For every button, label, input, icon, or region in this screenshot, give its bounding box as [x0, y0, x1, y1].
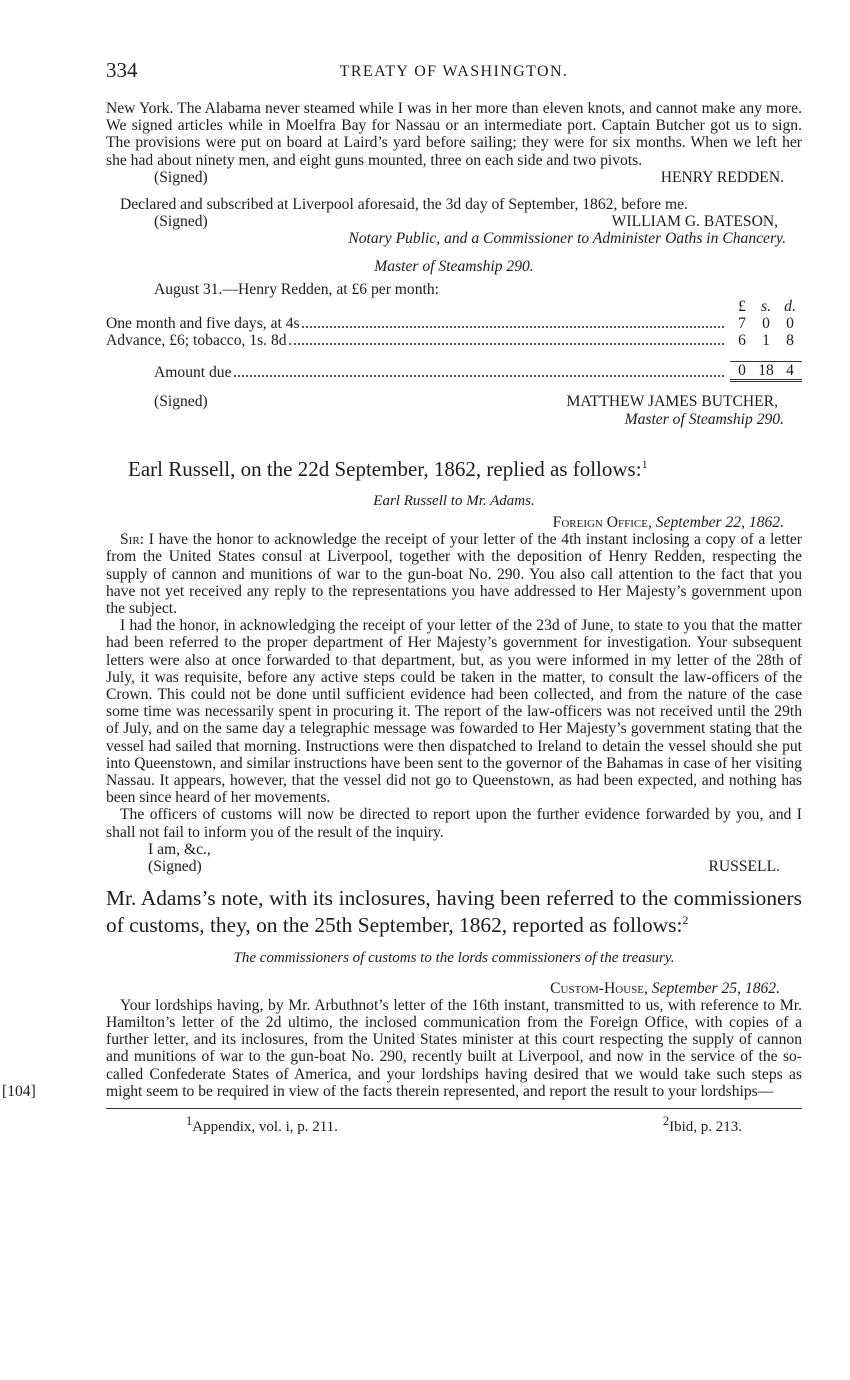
account-table	[106, 298, 802, 385]
redden-deposition-text: New York. The Alabama never steamed while I was in her more than eleven knots, and cannot make any more. We signed articles while in Moelfra Bay for Nassau or an intermediate port. Captain Butcher got us to sign. The provisions were put on board at Laird’s yard before sailing; they were for six months. When we left her she had about ninety men, and eight guns mounted, three on each side and two pivots.	[106, 100, 802, 169]
footnote-1	[186, 1113, 338, 1136]
adams-intro	[106, 887, 802, 936]
signed-label: (Signed)	[154, 393, 208, 411]
pounds-value: 7	[738, 315, 746, 333]
pence-value: 4	[778, 362, 802, 381]
signatory-name: RUSSELL.	[708, 858, 780, 876]
signed-label: (Signed)	[154, 213, 208, 231]
pound-head: £	[738, 298, 746, 316]
total-double-rule	[730, 381, 802, 386]
customs-paragraph: Your lordships having, by Mr. Arbuthnot’s letter of the 16th instant, transmitted to us, with reference to Mr. Hamilton’s letter of the 2d ultimo, the inclosed communication from the Foreign Office, with copies of a further letter, and its inclosures, from the United States minister at this court respecting the supply of cannon and munitions of war to the gun-boat No. 290, recently built at Liverpool, and now in the service of the so-called Confederate States of America, and your lordships having desired that we would take such steps as might seem to be required in view of the facts therein represented, and report the result to your lordships—	[106, 996, 802, 1100]
footnotes	[106, 1113, 802, 1136]
customs-dateline	[106, 980, 802, 997]
account-col-heads	[106, 298, 802, 315]
footnote-text: Appendix, vol. i, p. 211.	[192, 1118, 338, 1135]
declaration-text: Declared and subscribed at Liverpool aforesaid, the 3d day of September, 1862, before me.	[120, 196, 688, 214]
running-title: TREATY OF WASHINGTON.	[339, 63, 569, 80]
notary-title: Notary Public, and a Commissioner to Administer Oaths in Chancery.	[348, 230, 786, 248]
account-heading: August 31.—Henry Redden, at £6 per month:	[154, 280, 439, 298]
dateline-date: September 22, 1862.	[655, 513, 784, 531]
page-body	[2, 100, 802, 1136]
account-row	[106, 315, 802, 332]
pence-value: 0	[786, 315, 794, 333]
customs-subtitle: The commissioners of customs to the lords commissioners of the treasury.	[233, 950, 675, 967]
signed-label: (Signed)	[154, 168, 208, 186]
russell-intro-text: Earl Russell, on the 22d September, 1862, replied as follows:	[128, 456, 642, 481]
dateline-place: Custom-House,	[550, 979, 648, 997]
account-title: Master of Steamship 290.	[374, 257, 534, 275]
footnote-mark: 2	[662, 1113, 670, 1128]
footnote-2	[663, 1113, 742, 1136]
dateline-place: Foreign Office,	[552, 513, 652, 531]
master-title: Master of Steamship 290.	[624, 410, 784, 428]
letter-paragraph-1	[106, 531, 802, 617]
letter-paragraph-3: The officers of customs will now be directed to report upon the further evidence forwarded by you, and I shall not fail to inform you of the result of the inquiry.	[106, 806, 802, 841]
footnote-ref: 2	[682, 913, 689, 928]
page-number: 334	[106, 58, 138, 82]
footnote-text: Ibid, p. 213.	[669, 1118, 742, 1135]
shilling-head: s.	[761, 298, 771, 316]
footnote-mark: 1	[186, 1113, 193, 1128]
letter-paragraph-2: I had the honor, in acknowledging the receipt of your letter of the 23d of June, to state to you that the matter had been referred to the proper department of Her Majesty’s government for investigation. Your subsequent letters were also at once forwarded to that department, but, as you were informed in my letter of the 28th of July, it was requisite, before any active steps could be taken in the matter, to consult the law-officers of the Crown. This could not be done until sufficient evidence had been collected, and from the nature of the case some time was necessarily spent in procuring it. The report of the law-officers was not received until the 29th of July, and on the same day a telegraphic message was fowarded to Her Majesty’s government stating that the vessel had sailed that morning. Instructions were then dispatched to Ireland to detain the vessel should she put into Queenstown, and similar instructions have been sent to the governor of the Bahamas in case of her visiting Nassau. It appears, however, that the vessel did not go to Queenstown, as had been expected, and nothing has been since heard of her movements.	[106, 617, 802, 807]
signatory-name: MATTHEW JAMES BUTCHER,	[566, 393, 778, 411]
dateline-date: September 25, 1862.	[651, 979, 780, 997]
letter-closing: I am, &c.,	[148, 840, 211, 858]
margin-page-marker: [104]	[2, 1082, 36, 1100]
adams-intro-text: Mr. Adams’s note, with its inclosures, having been referred to the commissioners of customs, they, on the 25th September, 1862, reported as follows:	[106, 886, 802, 938]
russell-intro	[106, 452, 802, 481]
shillings-value: 18	[754, 362, 778, 381]
footnote-rule	[106, 1108, 802, 1109]
notary-signature	[106, 213, 802, 230]
letter-p1-text: I have the honor to acknowledge the receipt of your letter of the 4th instant inclosing a copy of a letter from the United States consul at Liverpool, together with the deposition of Henry Redden, respecting the supply of cannon and munitions of war to the gun-boat No. 290. You also call attention to the fact that you have not yet received any reply to the representations you have addressed to Her Majesty’s government upon the subject.	[106, 531, 802, 617]
signatory-name: WILLIAM G. BATESON,	[611, 213, 778, 231]
running-header	[106, 56, 802, 86]
account-row-label: One month and five days, at 4s	[106, 315, 300, 333]
signatory-name: HENRY REDDEN.	[660, 168, 784, 186]
pounds-value: 0	[730, 362, 754, 381]
pence-head: d.	[784, 298, 796, 316]
pounds-value: 6	[738, 332, 746, 350]
footnote-ref: 1	[641, 456, 648, 471]
russell-signature	[106, 858, 802, 875]
shillings-value: 0	[762, 315, 770, 333]
signed-label: (Signed)	[148, 858, 202, 876]
account-row-label: Advance, £6; tobacco, 1s. 8d	[106, 332, 287, 350]
letter-subtitle: Earl Russell to Mr. Adams.	[373, 492, 535, 509]
master-signature	[106, 393, 802, 410]
shillings-value: 1	[762, 332, 770, 350]
pence-value: 8	[786, 332, 794, 350]
letter-dateline	[106, 514, 802, 531]
account-total-label: Amount due	[154, 363, 232, 381]
account-total-row	[106, 362, 802, 381]
salutation: Sir:	[120, 531, 145, 549]
customs-paragraph-block	[2, 996, 802, 1100]
account-row	[106, 332, 802, 349]
redden-signature	[106, 169, 802, 186]
